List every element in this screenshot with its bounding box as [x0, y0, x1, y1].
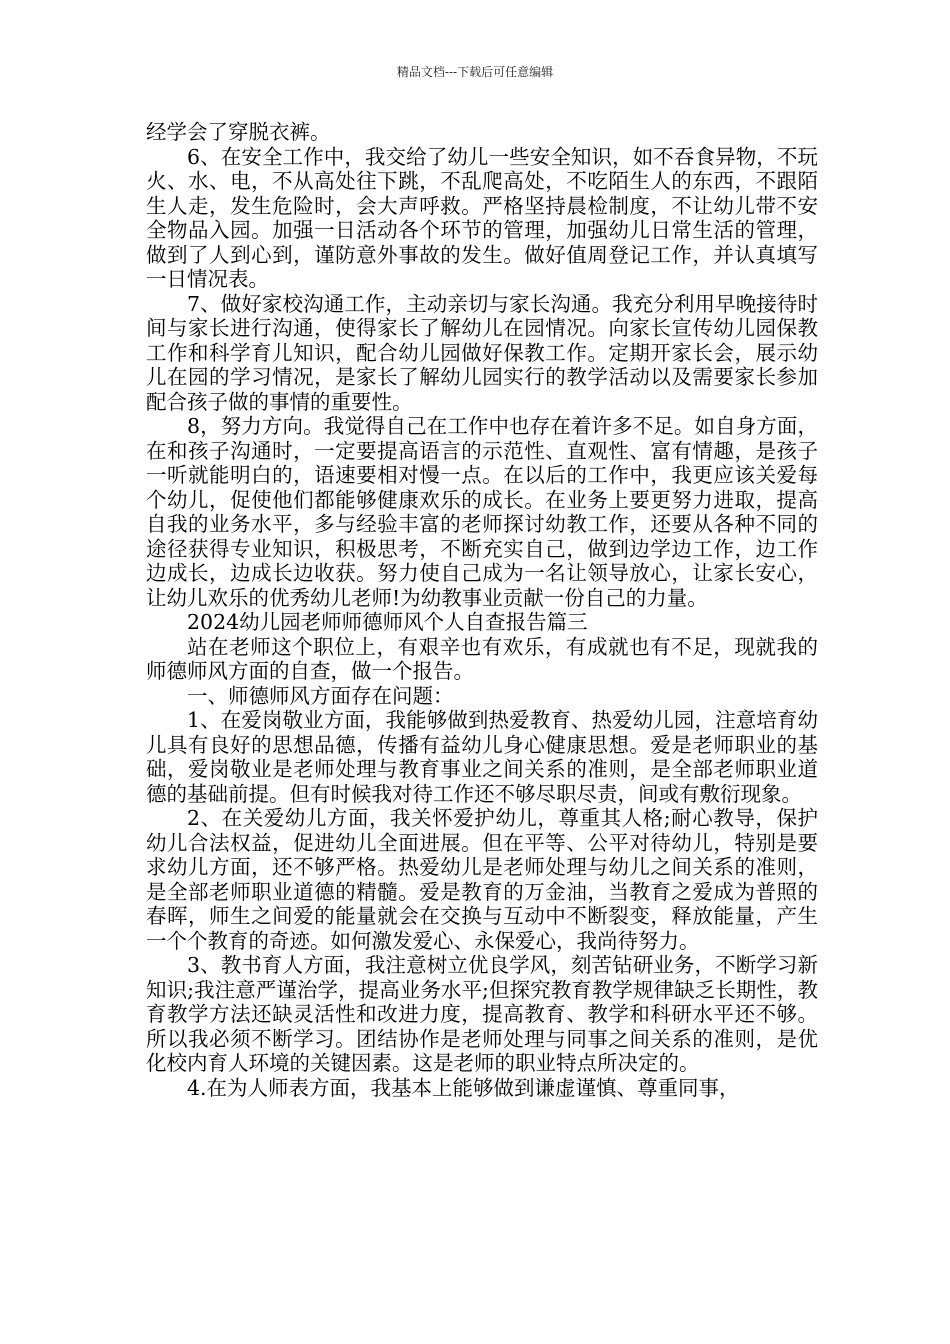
paragraph: 1、在爱岗敬业方面，我能够做到热爱教育、热爱幼儿园，注意培育幼儿具有良好的思想品德，传播有益幼儿身心健康思想。爱是老师职业的基础，爱岗敬业是老师处理与教育事业之间关系的准则，是全部老师职业道德的基础前提。但有时候我对待工作还不够尽职尽责，间或有敷衍现象。	[146, 708, 818, 806]
paragraph: 6、在安全工作中，我交给了幼儿一些安全知识，如不吞食异物，不玩火、水、电，不从高处往下跳，不乱爬高处，不吃陌生人的东西，不跟陌生人走，发生危险时，会大声呼救。严格坚持晨检制度，不让幼儿带不安全物品入园。加强一日活动各个环节的管理，加强幼儿日常生活的管理，做到了人到心到，谨防意外事故的发生。做好值周登记工作，并认真填写一日情况表。	[146, 144, 818, 291]
paragraph: 8，努力方向。我觉得自己在工作中也存在着许多不足。如自身方面，在和孩子沟通时，一定要提高语言的示范性、直观性、富有情趣，是孩子一听就能明白的，语速要相对慢一点。在以后的工作中，我更应该关爱每个幼儿，促使他们都能够健康欢乐的成长。在业务上要更努力进取，提高自我的业务水平，多与经验丰富的老师探讨幼教工作，还要从各种不同的途径获得专业知识，积极思考，不断充实自己，做到边学边工作，边工作边成长，边成长边收获。努力使自己成为一名让领导放心，让家长安心，让幼儿欢乐的优秀幼儿老师!为幼教事业贡献一份自己的力量。	[146, 414, 818, 610]
paragraph: 2、在关爱幼儿方面，我关怀爱护幼儿，尊重其人格;耐心教导，保护幼儿合法权益，促进幼儿全面进展。但在平等、公平对待幼儿，特别是要求幼儿方面，还不够严格。热爱幼儿是老师处理与幼儿之间关系的准则，是全部老师职业道德的精髓。爱是教育的万金油，当教育之爱成为普照的春晖，师生之间爱的能量就会在交换与互动中不断裂变，释放能量，产生一个个教育的奇迹。如何激发爱心、永保爱心，我尚待努力。	[146, 806, 818, 953]
subsection-heading: 一、师德师风方面存在问题：	[187, 683, 454, 708]
paragraph: 7、做好家校沟通工作，主动亲切与家长沟通。我充分利用早晚接待时间与家长进行沟通，使得家长了解幼儿在园情况。向家长宣传幼儿园保教工作和科学育儿知识，配合幼儿园做好保教工作。定期开家长会，展示幼儿在园的学习情况，是家长了解幼儿园实行的教学活动以及需要家长参加配合孩子做的事情的重要性。	[146, 291, 818, 414]
section-title: 2024幼儿园老师师德师风个人自查报告篇三	[187, 610, 588, 634]
paragraph: 经学会了穿脱衣裤。	[146, 120, 331, 144]
page-header: 精品文档---下载后可任意编辑	[396, 65, 554, 79]
paragraph: 站在老师这个职位上，有艰辛也有欢乐，有成就也有不足，现就我的师德师风方面的自查，做一个报告。	[146, 634, 818, 683]
document-body	[146, 120, 818, 1100]
paragraph: 3、教书育人方面，我注意树立优良学风，刻苦钻研业务，不断学习新知识;我注意严谨治学，提高业务水平;但探究教育教学规律缺乏长期性，教育教学方法还缺灵活性和改进力度，提高教育、教学和科研水平还不够。所以我必须不断学习。团结协作是老师处理与同事之间关系的准则，是优化校内育人环境的关键因素。这是老师的职业特点所决定的。	[146, 953, 818, 1075]
paragraph: 4.在为人师表方面，我基本上能够做到谦虚谨慎、尊重同事，	[187, 1075, 740, 1100]
